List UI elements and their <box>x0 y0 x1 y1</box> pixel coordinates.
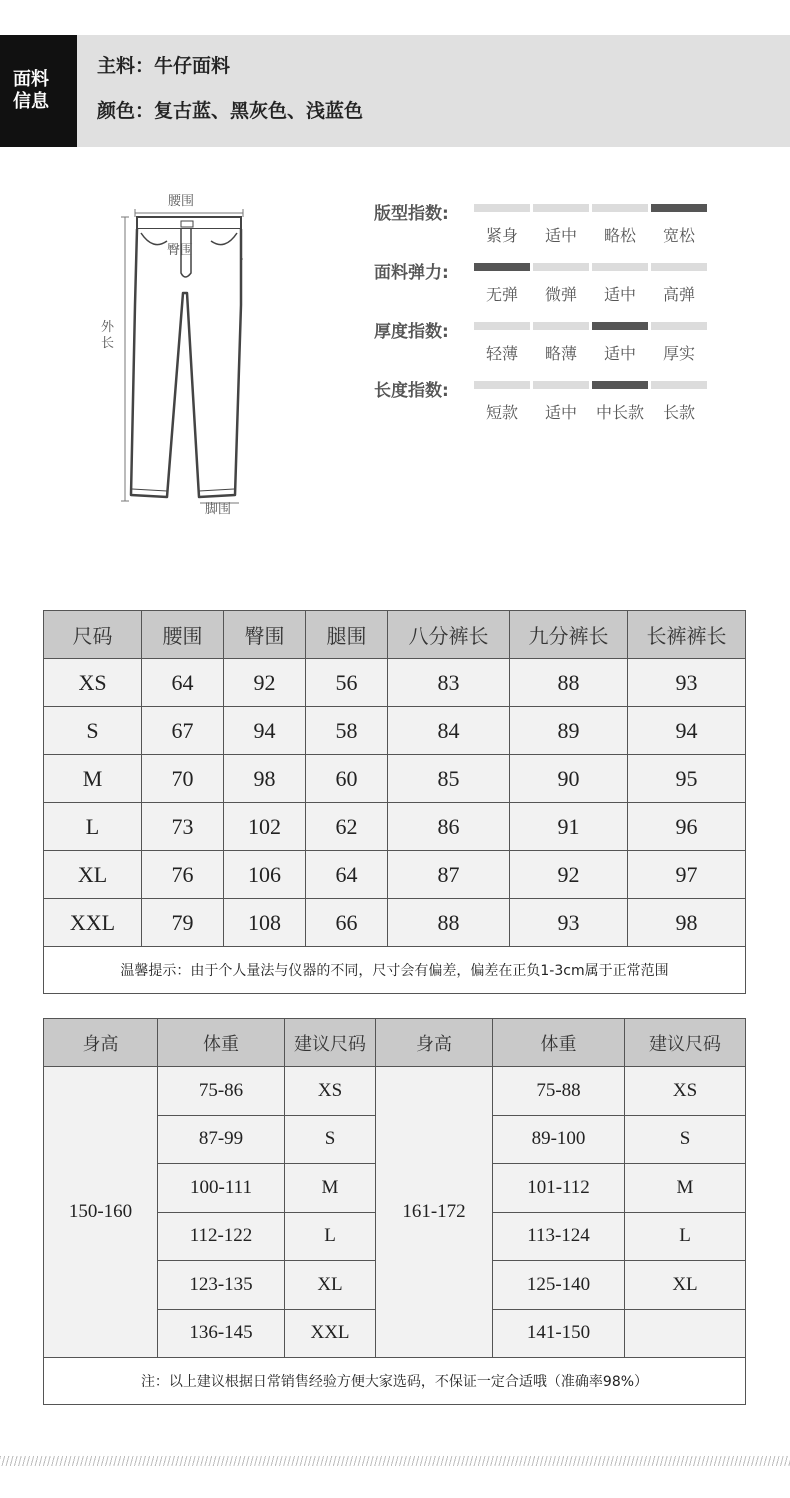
cell: XS <box>625 1067 746 1116</box>
fit-seg-3 <box>592 204 648 212</box>
table-row <box>44 755 746 803</box>
cell: L <box>625 1212 746 1261</box>
colors-text: 颜色：复古蓝、黑灰色、浅蓝色 <box>97 100 364 122</box>
header-height-right: 身高 <box>376 1019 493 1067</box>
recommend-note: 注：以上建议根据日常销售经验方便大家选码，不保证一定合适哦（准确率98%） <box>44 1358 746 1405</box>
cell: 108 <box>224 899 306 947</box>
cell: S <box>285 1115 376 1164</box>
stretch-seg-4 <box>651 263 707 271</box>
size-note-row <box>44 947 746 994</box>
table-row <box>44 803 746 851</box>
cell <box>625 1309 746 1358</box>
cell: 64 <box>306 851 388 899</box>
cell: 84 <box>388 707 510 755</box>
cell: 136-145 <box>158 1309 285 1358</box>
thickness-opt-1: 轻薄 <box>485 344 518 363</box>
pants-outline-icon <box>95 185 265 525</box>
cell: 87-99 <box>158 1115 285 1164</box>
size-table <box>43 610 746 994</box>
header-size-right: 建议尺码 <box>625 1019 746 1067</box>
fit-seg-1 <box>474 204 530 212</box>
cell: XS <box>44 659 142 707</box>
cell: 85 <box>388 755 510 803</box>
cell: 93 <box>628 659 746 707</box>
tag-line-2: 信息 <box>13 91 49 112</box>
length-opt-1: 短款 <box>485 403 518 422</box>
cell: XS <box>285 1067 376 1116</box>
fit-index <box>374 199 714 254</box>
height-range-right: 161-172 <box>376 1067 493 1358</box>
stretch-opt-4: 高弹 <box>662 285 695 304</box>
cell: 83 <box>388 659 510 707</box>
thickness-seg-1 <box>474 322 530 330</box>
cell: 62 <box>306 803 388 851</box>
table-row <box>44 851 746 899</box>
cell: 94 <box>628 707 746 755</box>
stretch-index-title: 面料弹力: <box>374 263 449 283</box>
header-full-length: 长裤裤长 <box>628 611 746 659</box>
stretch-opt-2: 微弹 <box>544 285 577 304</box>
thickness-index-title: 厚度指数: <box>374 322 449 342</box>
table-row <box>44 659 746 707</box>
thickness-seg-3 <box>592 322 648 330</box>
cell: 96 <box>628 803 746 851</box>
cell: 79 <box>142 899 224 947</box>
size-note: 温馨提示：由于个人量法与仪器的不同，尺寸会有偏差，偏差在正负1-3cm属于正常范围 <box>44 947 746 994</box>
header-hip: 臀围 <box>224 611 306 659</box>
pants-diagram <box>95 185 265 525</box>
cell: 102 <box>224 803 306 851</box>
stretch-seg-2 <box>533 263 589 271</box>
cell: 89-100 <box>493 1115 625 1164</box>
cell: 93 <box>510 899 628 947</box>
cell: 101-112 <box>493 1164 625 1213</box>
cell: 66 <box>306 899 388 947</box>
length-opt-4: 长款 <box>662 403 695 422</box>
cell: 106 <box>224 851 306 899</box>
header-weight-left: 体重 <box>158 1019 285 1067</box>
cell: 125-140 <box>493 1261 625 1310</box>
length-index-title: 长度指数: <box>374 381 449 401</box>
waist-label: 腰围 <box>168 194 195 209</box>
length-seg-3 <box>592 381 648 389</box>
header-height-left: 身高 <box>44 1019 158 1067</box>
header-weight-right: 体重 <box>493 1019 625 1067</box>
cell: 98 <box>628 899 746 947</box>
cell: 95 <box>628 755 746 803</box>
fit-opt-4: 宽松 <box>662 226 695 245</box>
cell: XXL <box>285 1309 376 1358</box>
recommend-note-row <box>44 1358 746 1405</box>
header-thigh: 腿围 <box>306 611 388 659</box>
length-seg-1 <box>474 381 530 389</box>
length-seg-2 <box>533 381 589 389</box>
cell: 89 <box>510 707 628 755</box>
material-text: 主料：牛仔面料 <box>97 55 231 77</box>
fit-index-title: 版型指数: <box>374 204 449 224</box>
bottom-hatch-divider <box>0 1456 790 1466</box>
cell: 92 <box>510 851 628 899</box>
stretch-opt-3: 适中 <box>603 285 636 304</box>
cell: M <box>44 755 142 803</box>
cell: S <box>44 707 142 755</box>
cell: 98 <box>224 755 306 803</box>
header-ankle-length: 九分裤长 <box>510 611 628 659</box>
cell: 112-122 <box>158 1212 285 1261</box>
cell: 75-88 <box>493 1067 625 1116</box>
cell: 91 <box>510 803 628 851</box>
cell: 141-150 <box>493 1309 625 1358</box>
header-waist: 腰围 <box>142 611 224 659</box>
fit-seg-2 <box>533 204 589 212</box>
cell: 73 <box>142 803 224 851</box>
cell: 100-111 <box>158 1164 285 1213</box>
fit-opt-3: 略松 <box>603 226 636 245</box>
cell: 123-135 <box>158 1261 285 1310</box>
height-range-left: 150-160 <box>44 1067 158 1358</box>
header-size-left: 建议尺码 <box>285 1019 376 1067</box>
cell: 60 <box>306 755 388 803</box>
table-row <box>44 1067 746 1116</box>
cell: L <box>44 803 142 851</box>
cell: 67 <box>142 707 224 755</box>
stretch-index <box>374 258 714 313</box>
cell: L <box>285 1212 376 1261</box>
cell: 58 <box>306 707 388 755</box>
cell: 87 <box>388 851 510 899</box>
fabric-info-tag <box>0 35 77 147</box>
stretch-seg-3 <box>592 263 648 271</box>
cell: 113-124 <box>493 1212 625 1261</box>
cell: 88 <box>510 659 628 707</box>
size-table-header <box>44 611 746 659</box>
thickness-opt-4: 厚实 <box>662 344 695 363</box>
cell: 76 <box>142 851 224 899</box>
fabric-info-bar <box>0 35 790 147</box>
cell: 94 <box>224 707 306 755</box>
cell: 86 <box>388 803 510 851</box>
cell: XL <box>625 1261 746 1310</box>
header-size: 尺码 <box>44 611 142 659</box>
cell: 70 <box>142 755 224 803</box>
cell: 56 <box>306 659 388 707</box>
cell: 90 <box>510 755 628 803</box>
table-row <box>44 707 746 755</box>
length-opt-3: 中长款 <box>595 403 644 422</box>
recommend-table-header <box>44 1019 746 1067</box>
length-opt-2: 适中 <box>544 403 577 422</box>
length-index <box>374 376 714 431</box>
cell: 97 <box>628 851 746 899</box>
outer-length-label: 外长 <box>101 320 115 351</box>
cell: XXL <box>44 899 142 947</box>
cell: 88 <box>388 899 510 947</box>
header-cropped-length: 八分裤长 <box>388 611 510 659</box>
length-seg-4 <box>651 381 707 389</box>
recommend-table <box>43 1018 746 1405</box>
cell: 64 <box>142 659 224 707</box>
cell: XL <box>285 1261 376 1310</box>
tag-line-1: 面料 <box>13 69 49 90</box>
cell: M <box>625 1164 746 1213</box>
table-row <box>44 899 746 947</box>
stretch-opt-1: 无弹 <box>485 285 518 304</box>
cell: M <box>285 1164 376 1213</box>
hem-label: 脚围 <box>205 502 232 517</box>
hip-label: 臀围 <box>167 243 194 258</box>
thickness-index <box>374 317 714 372</box>
cell: XL <box>44 851 142 899</box>
fit-opt-2: 适中 <box>544 226 577 245</box>
thickness-seg-4 <box>651 322 707 330</box>
cell: S <box>625 1115 746 1164</box>
cell: 92 <box>224 659 306 707</box>
fit-seg-4 <box>651 204 707 212</box>
fit-opt-1: 紧身 <box>485 226 518 245</box>
thickness-opt-3: 适中 <box>603 344 636 363</box>
thickness-opt-2: 略薄 <box>544 344 577 363</box>
cell: 75-86 <box>158 1067 285 1116</box>
stretch-seg-1 <box>474 263 530 271</box>
thickness-seg-2 <box>533 322 589 330</box>
